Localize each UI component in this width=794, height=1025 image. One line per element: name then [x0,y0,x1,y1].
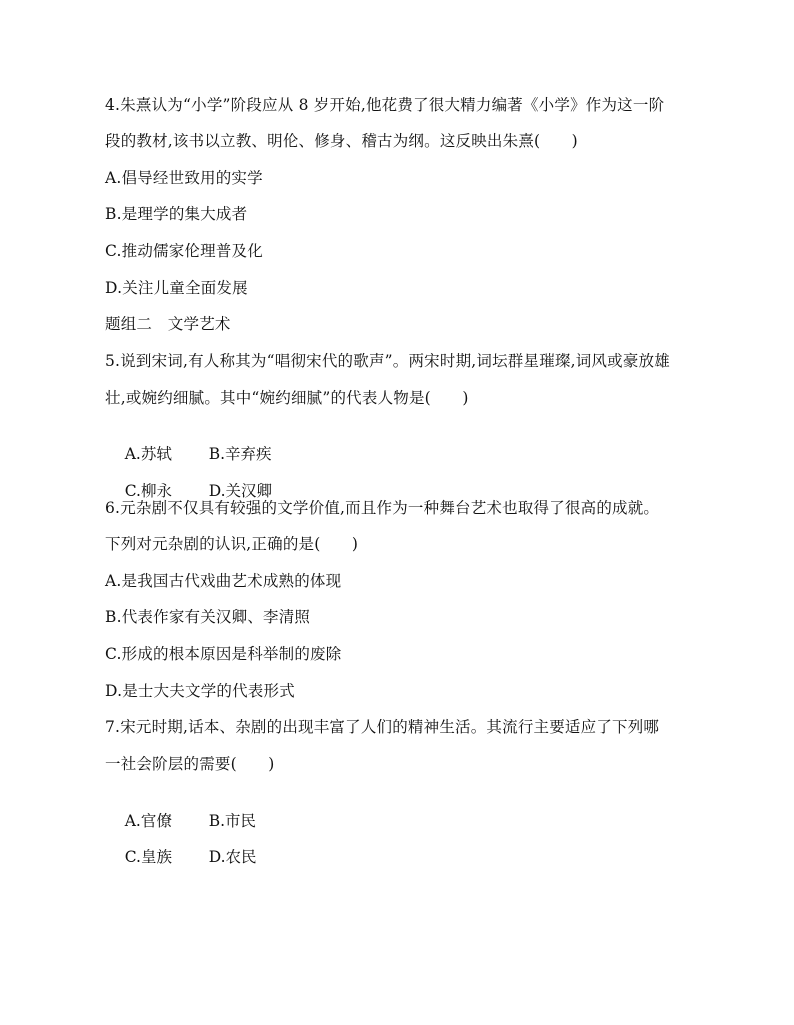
q7-stem-line1: 7.宋元时期,话本、杂剧的出现丰富了人们的精神生活。其流行主要适应了下列哪 [105,718,660,736]
q4-option-d: D.关注儿童全面发展 [105,279,248,297]
q4-option-a: A.倡导经世致用的实学 [105,169,263,187]
q5-option-d: D.关汉卿 [208,482,273,500]
q4-option-b: B.是理学的集大成者 [105,205,248,223]
q6-option-d: D.是士大夫文学的代表形式 [105,682,295,700]
q7-option-d: D.农民 [208,848,257,866]
q7-option-a: A.官僚 [124,812,172,830]
q7-option-c: C.皇族 [124,848,172,866]
q6-option-c: C.形成的根本原因是科举制的废除 [105,645,342,663]
q6-stem-line1: 6.元杂剧不仅具有较强的文学价值,而且作为一种舞台艺术也取得了很高的成就。 [105,499,660,517]
q5-option-a: A.苏轼 [124,445,172,463]
q4-stem-line2: 段的教材,该书以立教、明伦、修身、稽古为纲。这反映出朱熹( ) [105,132,578,150]
q5-stem-line2: 壮,或婉约细腻。其中“婉约细腻”的代表人物是( ) [105,389,469,407]
q6-option-b: B.代表作家有关汉卿、李清照 [105,608,311,626]
q5-option-c: C.柳永 [124,482,172,500]
q5-stem-line1: 5.说到宋词,有人称其为“唱彻宋代的歌声”。两宋时期,词坛群星璀璨,词风或豪放雄 [105,352,670,370]
q6-option-a: A.是我国古代戏曲艺术成熟的体现 [105,572,342,590]
q6-stem-line2: 下列对元杂剧的认识,正确的是( ) [105,535,359,553]
q7-stem-line2: 一社会阶层的需要( ) [105,755,275,773]
q7-options-row2 [105,827,257,887]
q5-option-b: B.辛弃疾 [208,445,272,463]
section-heading: 题组二 文学艺术 [105,315,231,333]
q4-stem-line1: 4.朱熹认为“小学”阶段应从 8 岁开始,他花费了很大精力编著《小学》作为这一阶 [105,96,665,114]
q7-option-b: B.市民 [208,812,257,830]
q4-option-c: C.推动儒家伦理普及化 [105,242,263,260]
